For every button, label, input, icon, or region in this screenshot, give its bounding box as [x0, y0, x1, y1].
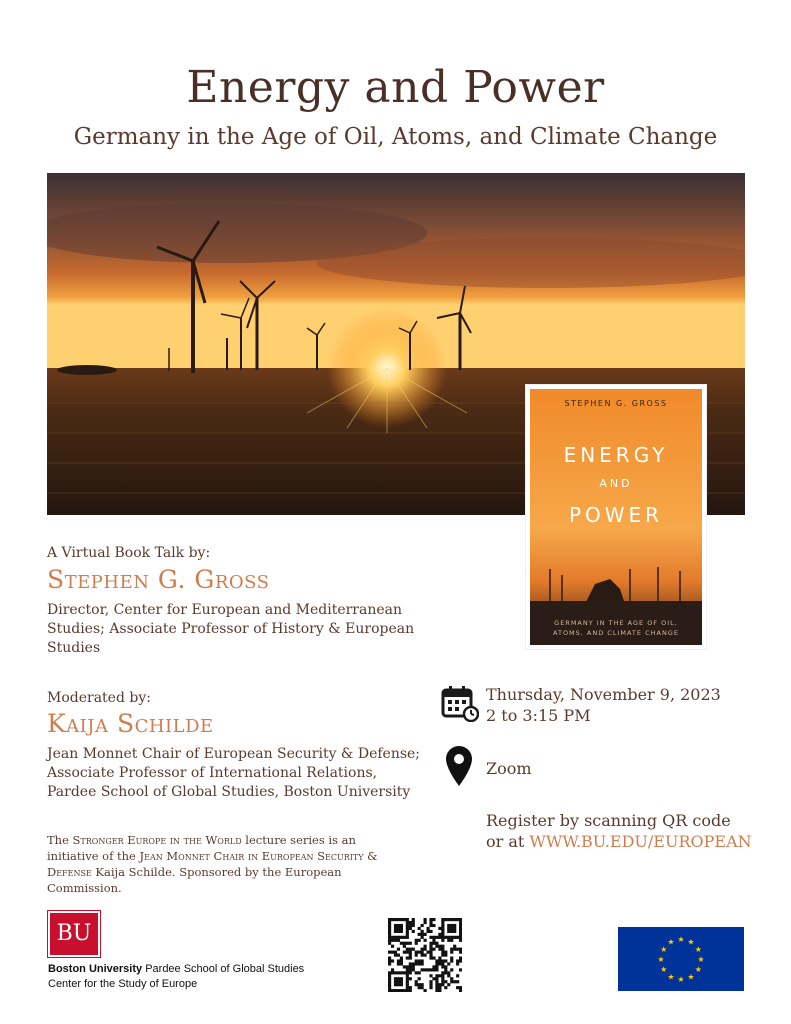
eu-star: ★ — [667, 937, 675, 947]
event-date: Thursday, November 9, 2023 — [486, 685, 721, 704]
book-author: STEPHEN G. GROSS — [564, 399, 668, 408]
eu-star: ★ — [697, 955, 705, 964]
speaker-role: Director, Center for European and Mediterranean Studies; Associate Professor of History & European Studies — [47, 602, 415, 656]
eu-star: ★ — [667, 972, 675, 982]
qr-code[interactable] — [388, 918, 462, 992]
eu-star: ★ — [687, 972, 695, 982]
eu-flag — [618, 927, 744, 991]
book-title-line3: POWER — [568, 503, 664, 527]
moderator-intro: Moderated by: — [47, 690, 151, 706]
speaker-name: Stephen G. Gross — [47, 565, 270, 594]
eu-star: ★ — [657, 955, 665, 964]
eu-star: ★ — [660, 945, 668, 954]
book-subtitle-line2: ATOMS, AND CLIMATE CHANGE — [553, 629, 679, 637]
page-title: Energy and Power — [186, 62, 605, 113]
register-link[interactable]: WWW.BU.EDU/EUROPEAN — [529, 832, 752, 851]
bu-school-line — [48, 963, 304, 975]
eu-star: ★ — [694, 965, 702, 974]
series-note — [47, 832, 387, 896]
bu-name: Boston University — [48, 963, 143, 975]
bu-logo: BU — [48, 911, 100, 957]
event-location: Zoom — [486, 759, 532, 778]
eu-star: ★ — [677, 935, 685, 944]
moderator-role: Jean Monnet Chair of European Security & Defense; Associate Professor of International Relations, Pardee School of Global Studies, Boston University — [47, 746, 421, 800]
series-note-part1: The — [47, 833, 73, 847]
eu-star: ★ — [677, 975, 685, 984]
bu-center: Center for the Study of Europe — [48, 978, 198, 990]
moderator-name: Kaija Schilde — [47, 709, 214, 738]
map-pin-icon — [446, 746, 472, 786]
page-subtitle: Germany in the Age of Oil, Atoms, and Climate Change — [73, 124, 718, 150]
eu-star: ★ — [687, 937, 695, 947]
event-time: 2 to 3:15 PM — [486, 706, 591, 725]
eu-star: ★ — [694, 945, 702, 954]
book-cover — [526, 385, 706, 649]
book-subtitle-line1: GERMANY IN THE AGE OF OIL, — [554, 619, 678, 627]
calendar-icon — [441, 686, 479, 722]
book-title-line2: AND — [599, 477, 633, 490]
series-name: Stronger Europe in the World — [72, 833, 242, 847]
speaker-intro: A Virtual Book Talk by: — [47, 545, 211, 561]
bu-school: Pardee School of Global Studies — [142, 963, 305, 975]
series-note-part2: lecture series is an initiative of the — [47, 833, 356, 863]
book-title-line1: ENERGY — [563, 443, 669, 467]
chair-name: Jean Monnet Chair in European Security & Defense — [47, 849, 378, 879]
series-note-part3: Kaija Schilde. Sponsored by the European Commission. — [47, 865, 342, 895]
register-line2 — [486, 831, 752, 852]
eu-star: ★ — [660, 965, 668, 974]
register-instructions: Register by scanning QR code — [486, 811, 731, 830]
register-prefix: or at — [486, 832, 530, 851]
